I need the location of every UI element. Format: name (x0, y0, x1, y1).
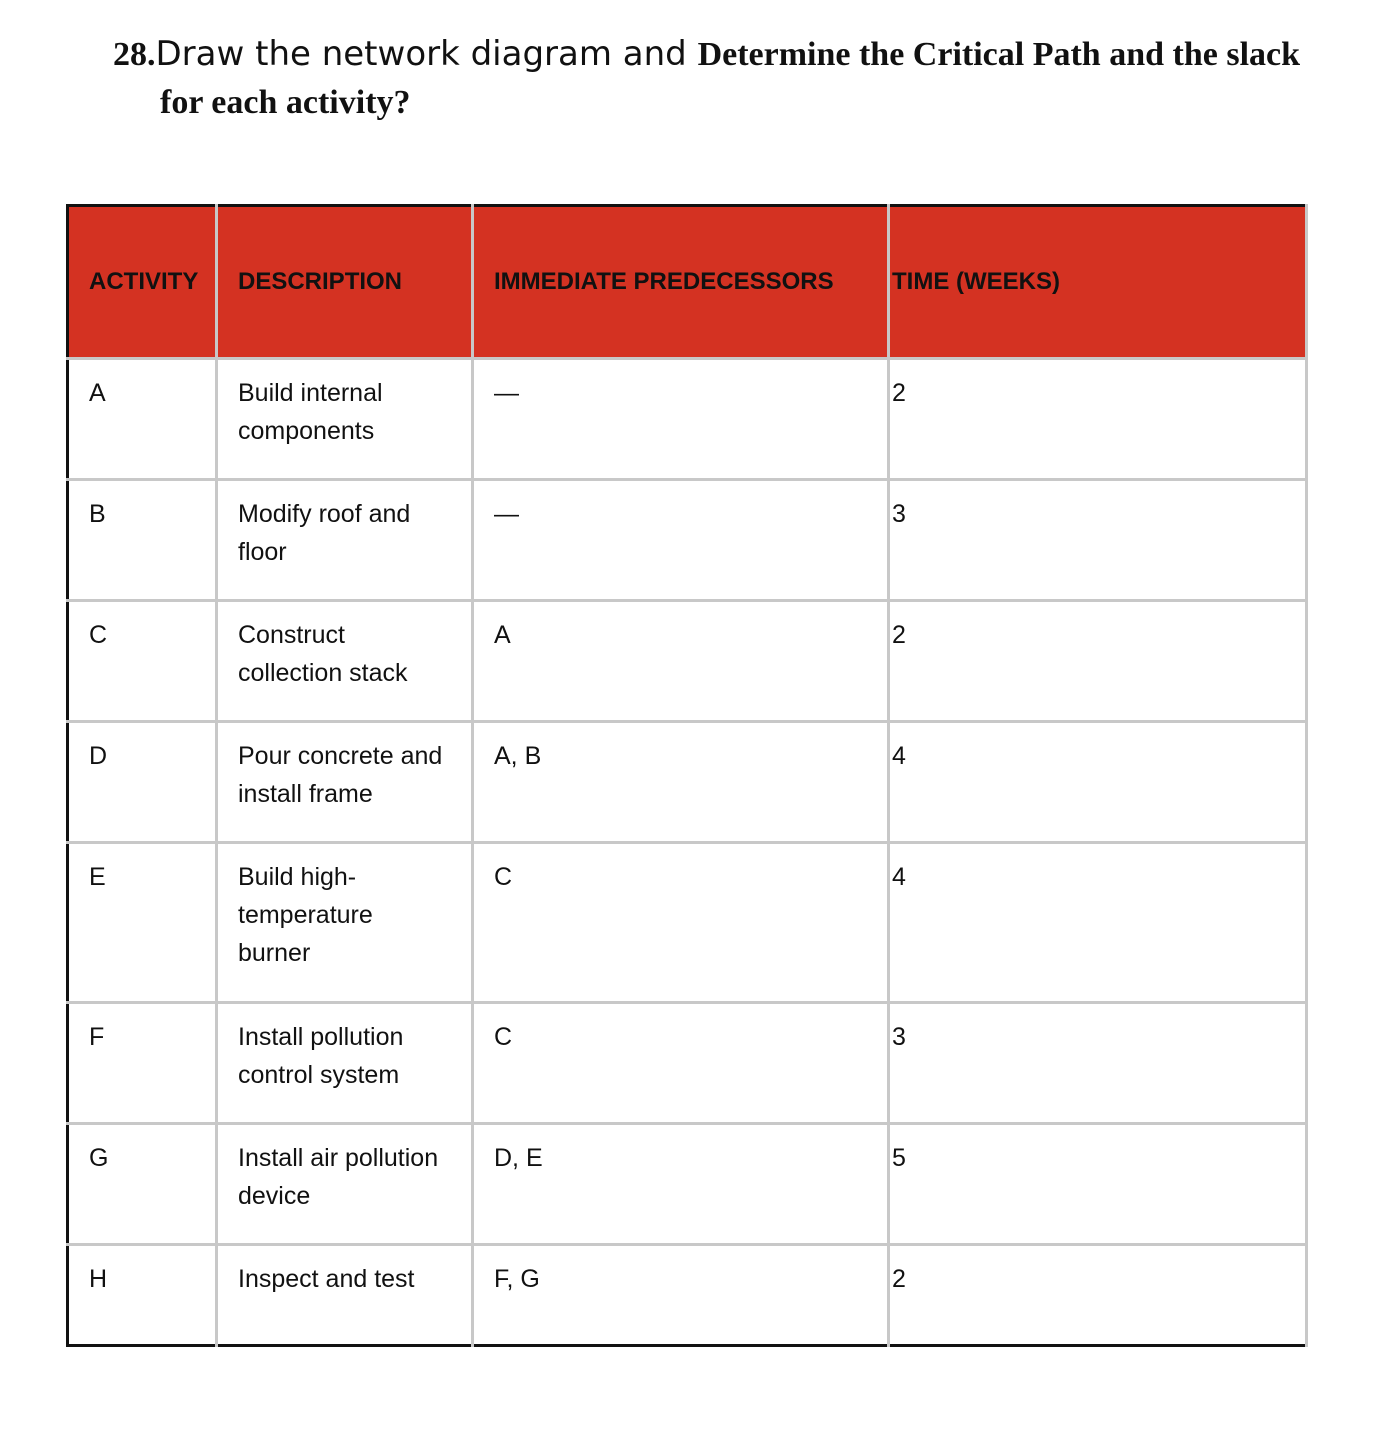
cell-predecessors: A, B (473, 722, 889, 843)
activity-table (66, 204, 1308, 1347)
cell-time: 2 (889, 601, 1307, 722)
table-row (68, 359, 1307, 480)
header-description: DESCRIPTION (217, 206, 473, 359)
header-activity: ACTIVITY (68, 206, 217, 359)
cell-time: 5 (889, 1124, 1307, 1245)
cell-predecessors: F, G (473, 1245, 889, 1346)
cell-time: 2 (889, 1245, 1307, 1346)
cell-activity: C (68, 601, 217, 722)
cell-time: 3 (889, 1003, 1307, 1124)
cell-description: Modify roof and floor (217, 480, 473, 601)
cell-time: 4 (889, 722, 1307, 843)
table-header-row (68, 206, 1307, 359)
question-number: 28. (113, 36, 156, 73)
cell-predecessors: D, E (473, 1124, 889, 1245)
question-plain-text: Draw the network diagram and (155, 34, 698, 74)
cell-description: Install air pollution device (217, 1124, 473, 1245)
header-predecessors: IMMEDIATE PREDECESSORS (473, 206, 889, 359)
cell-activity: E (68, 843, 217, 1003)
cell-activity: F (68, 1003, 217, 1124)
cell-activity: G (68, 1124, 217, 1245)
cell-predecessors: C (473, 1003, 889, 1124)
cell-predecessors: — (473, 359, 889, 480)
cell-predecessors: C (473, 843, 889, 1003)
cell-time: 2 (889, 359, 1307, 480)
cell-activity: A (68, 359, 217, 480)
table-row (68, 601, 1307, 722)
cell-description: Inspect and test (217, 1245, 473, 1346)
question-bold-text-line2: for each activity? (160, 84, 411, 121)
cell-activity: D (68, 722, 217, 843)
cell-description: Pour concrete and install frame (217, 722, 473, 843)
table-row (68, 480, 1307, 601)
cell-activity: B (68, 480, 217, 601)
cell-description: Build high-temperature burner (217, 843, 473, 1003)
cell-description: Construct collection stack (217, 601, 473, 722)
cell-predecessors: A (473, 601, 889, 722)
header-time: TIME (WEEKS) (889, 206, 1307, 359)
question-text (113, 30, 1353, 127)
cell-description: Install pollution control system (217, 1003, 473, 1124)
table-row (68, 843, 1307, 1003)
question-bold-text-line1: Determine the Critical Path and the slack (697, 36, 1301, 73)
table-row (68, 1245, 1307, 1346)
cell-predecessors: — (473, 480, 889, 601)
cell-time: 3 (889, 480, 1307, 601)
cell-time: 4 (889, 843, 1307, 1003)
table-row (68, 722, 1307, 843)
cell-description: Build internal components (217, 359, 473, 480)
table-row (68, 1124, 1307, 1245)
table-row (68, 1003, 1307, 1124)
cell-activity: H (68, 1245, 217, 1346)
